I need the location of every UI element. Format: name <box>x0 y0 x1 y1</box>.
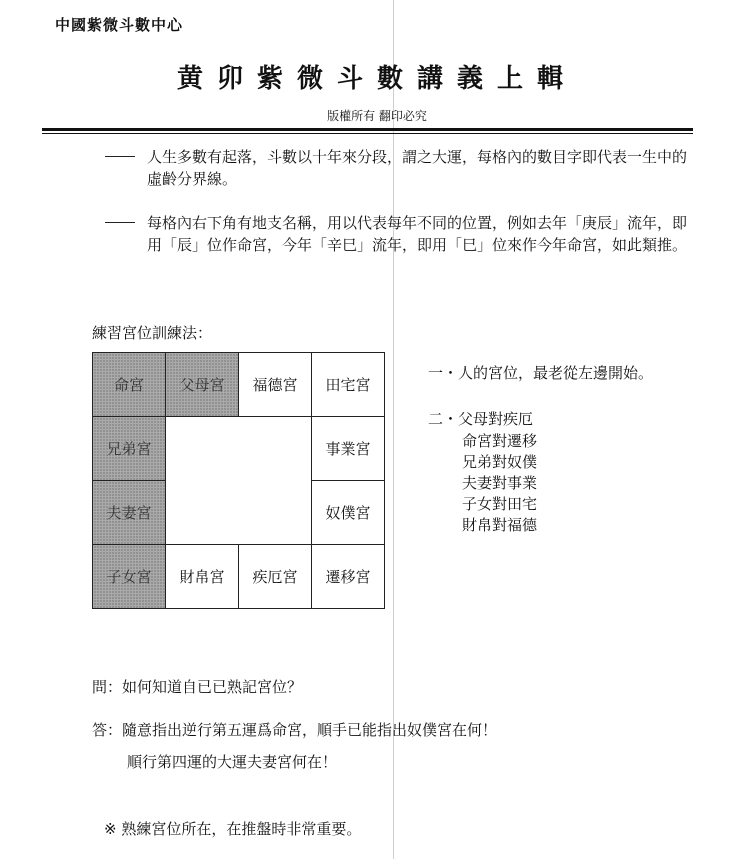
answer-text: 答：隨意指出逆行第五運爲命宮，順手已能指出奴僕宮在何！ <box>92 721 498 739</box>
list-item: 子女對田宅 <box>462 495 538 513</box>
palace-cell: 命宮 <box>93 353 166 417</box>
list-item: 夫妻對事業 <box>462 474 538 492</box>
document-title: 黄卯紫微斗數講義上輯 <box>176 64 577 94</box>
list-item: 兄弟對奴僕 <box>462 453 538 471</box>
answer-text-continued: 順行第四運的大運夫妻宮何在！ <box>127 753 338 771</box>
palace-cell: 兄弟宮 <box>93 417 166 481</box>
list-item: 命宮對遷移 <box>462 432 538 450</box>
paragraph-text: 人生多數有起落，斗數以十年來分段，謂之大運，每格內的數目字即代表一生中的虛齡分界線。 <box>147 148 688 188</box>
palace-pairs-list <box>462 431 537 536</box>
palace-cell: 遷移宮 <box>312 545 385 609</box>
palace-cell: 田宅宮 <box>312 353 385 417</box>
section-label: 練習宮位訓練法： <box>92 324 213 342</box>
palace-cell: 夫妻宮 <box>93 481 166 545</box>
paragraph-text: 每格內右下角有地支名稱，用以代表每年不同的位置，例如去年「庚辰」流年，即用「辰」位作命宮，今年「辛巳」流年，即用「巳」位來作今年命宮，如此類推。 <box>147 214 688 254</box>
header-rule-thick <box>42 128 693 131</box>
palace-cell: 事業宮 <box>312 417 385 481</box>
palace-cell: 子女宮 <box>93 545 166 609</box>
note-1: 一・人的宮位，最老從左邊開始。 <box>428 364 654 382</box>
palace-cell: 福德宮 <box>239 353 312 417</box>
important-tip: ※ 熟練宮位所在，在推盤時非常重要。 <box>104 820 362 838</box>
note-2-heading: 二・父母對疾厄 <box>428 410 534 428</box>
question-text: 問：如何知道自已已熟記宮位？ <box>92 678 303 696</box>
list-item: 財帛對福德 <box>462 516 538 534</box>
header-rule-thin <box>42 133 693 134</box>
palace-grid <box>92 352 385 609</box>
organization-name: 中國紫微斗數中心 <box>55 16 184 34</box>
paragraph-1 <box>105 146 695 190</box>
palace-cell: 疾厄宮 <box>239 545 312 609</box>
grid-center <box>166 417 312 545</box>
copyright-notice: 版權所有 翻印必究 <box>327 109 427 123</box>
palace-cell: 父母宮 <box>166 353 239 417</box>
palace-cell: 奴僕宮 <box>312 481 385 545</box>
palace-cell: 財帛宮 <box>166 545 239 609</box>
paragraph-2 <box>105 212 695 256</box>
